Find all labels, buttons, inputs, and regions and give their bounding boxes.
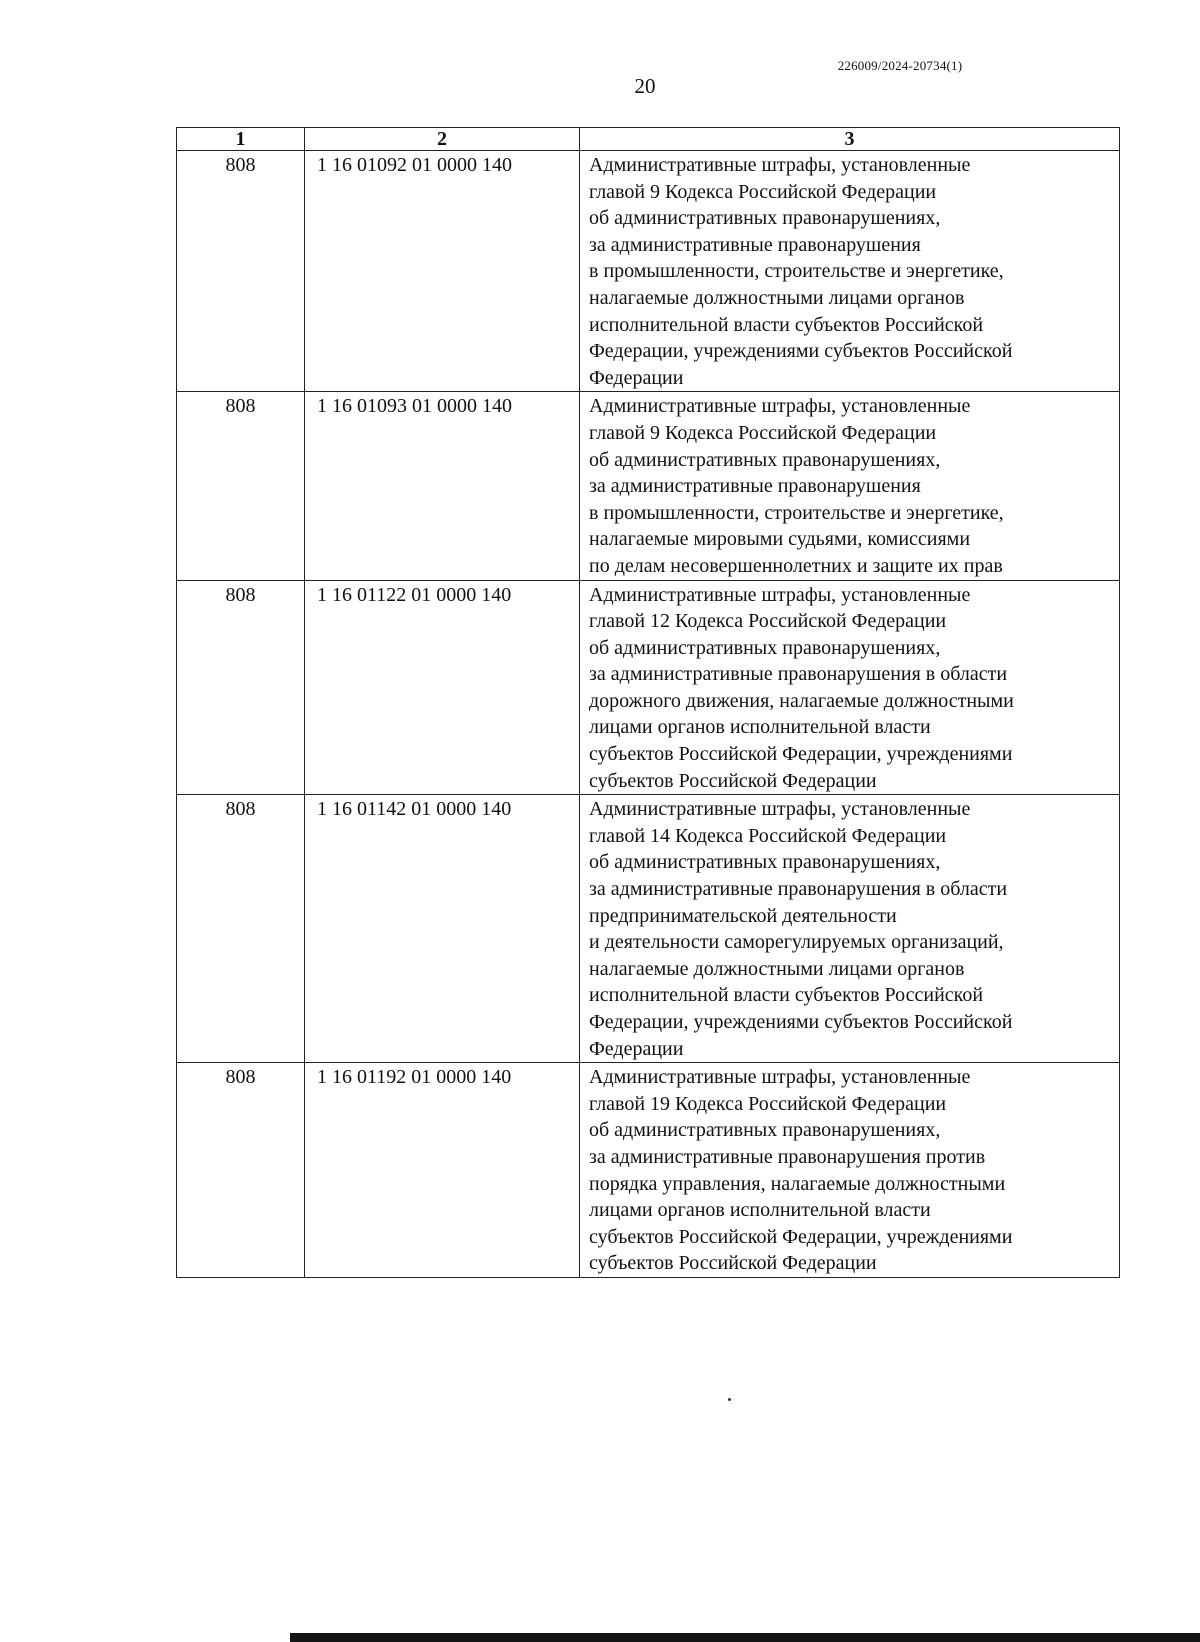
description-line: налагаемые должностными лицами органов (589, 957, 965, 980)
table-row (177, 1063, 1120, 1278)
description-line: налагаемые мировыми судьями, комиссиями (589, 528, 971, 551)
description-line: об административных правонарушениях, (589, 636, 941, 659)
scan-edge-shadow (290, 1633, 1200, 1642)
description-line: об административных правонарушениях, (589, 1119, 941, 1142)
table-row (177, 392, 1120, 580)
description-line: Федерации (589, 366, 684, 389)
description-line: об административных правонарушениях, (589, 448, 941, 471)
description-line: лицами органов исполнительной власти (589, 1199, 931, 1222)
description-line: за административные правонарушения (589, 233, 921, 256)
scan-speck (728, 1398, 731, 1401)
description-line: главой 9 Кодекса Российской Федерации (589, 180, 937, 203)
description-cell (580, 580, 1120, 795)
page-number: 20 (634, 74, 656, 98)
table-row (177, 151, 1120, 392)
description-line: главой 19 Кодекса Российской Федерации (589, 1092, 947, 1115)
description-line: за административные правонарушения в области (589, 663, 1008, 686)
description-line: Федерации (589, 1037, 684, 1060)
description-line: в промышленности, строительстве и энергетике, (589, 260, 1004, 283)
document-registration-number: 226009/2024-20734(1) (837, 58, 963, 73)
admin-code-cell: 808 (177, 580, 305, 795)
description-line: субъектов Российской Федерации, учреждениями (589, 1225, 1013, 1248)
description-cell (580, 392, 1120, 580)
description-line: субъектов Российской Федерации (589, 1252, 877, 1275)
description-line: налагаемые должностными лицами органов (589, 286, 965, 309)
description-line: Административные штрафы, установленные (589, 154, 971, 176)
description-line: порядка управления, налагаемые должностными (589, 1172, 1006, 1195)
description-cell (580, 795, 1120, 1063)
description-line: главой 9 Кодекса Российской Федерации (589, 421, 937, 444)
column-header-3: 3 (580, 128, 1120, 151)
description-line: дорожного движения, налагаемые должностными (589, 689, 1014, 712)
budget-code-cell: 1 16 01142 01 0000 140 (305, 795, 580, 1063)
admin-code-cell: 808 (177, 795, 305, 1063)
description-line: за административные правонарушения против (589, 1145, 986, 1168)
description-line: исполнительной власти субъектов Российской (589, 313, 984, 336)
description-line: и деятельности саморегулируемых организаций, (589, 931, 1004, 954)
description-line: главой 12 Кодекса Российской Федерации (589, 610, 947, 633)
description-line: Административные штрафы, установленные (589, 583, 971, 606)
admin-code-cell: 808 (177, 151, 305, 392)
column-header-1: 1 (177, 128, 305, 151)
description-line: исполнительной власти субъектов Российской (589, 984, 984, 1007)
description-line: предпринимательской деятельности (589, 904, 897, 927)
budget-codes-table (176, 127, 1120, 1278)
description-line: по делам несовершеннолетних и защите их прав (589, 554, 1003, 577)
description-cell (580, 151, 1120, 392)
column-header-2: 2 (305, 128, 580, 151)
description-line: субъектов Российской Федерации, учреждениями (589, 743, 1013, 766)
description-line: субъектов Российской Федерации (589, 769, 877, 792)
description-line: главой 14 Кодекса Российской Федерации (589, 824, 947, 847)
description-line: в промышленности, строительстве и энергетике, (589, 501, 1004, 524)
description-line: за административные правонарушения в области (589, 878, 1008, 901)
table-header-row (177, 128, 1120, 151)
description-line: за административные правонарушения (589, 475, 921, 498)
budget-code-cell: 1 16 01093 01 0000 140 (305, 392, 580, 580)
description-line: Федерации, учреждениями субъектов Российской (589, 340, 1013, 363)
description-line: об административных правонарушениях, (589, 207, 941, 230)
description-line: об административных правонарушениях, (589, 851, 941, 874)
budget-code-cell: 1 16 01092 01 0000 140 (305, 151, 580, 392)
budget-codes-table-container (176, 127, 1119, 1278)
budget-code-cell: 1 16 01192 01 0000 140 (305, 1063, 580, 1278)
table-row (177, 580, 1120, 795)
admin-code-cell: 808 (177, 1063, 305, 1278)
description-line: Административные штрафы, установленные (589, 798, 971, 821)
description-line: лицами органов исполнительной власти (589, 716, 931, 739)
admin-code-cell: 808 (177, 392, 305, 580)
budget-code-cell: 1 16 01122 01 0000 140 (305, 580, 580, 795)
description-line: Федерации, учреждениями субъектов Российской (589, 1011, 1013, 1033)
table-row (177, 795, 1120, 1063)
description-cell (580, 1063, 1120, 1278)
description-line: Административные штрафы, установленные (589, 395, 971, 418)
description-line: Административные штрафы, установленные (589, 1066, 971, 1089)
